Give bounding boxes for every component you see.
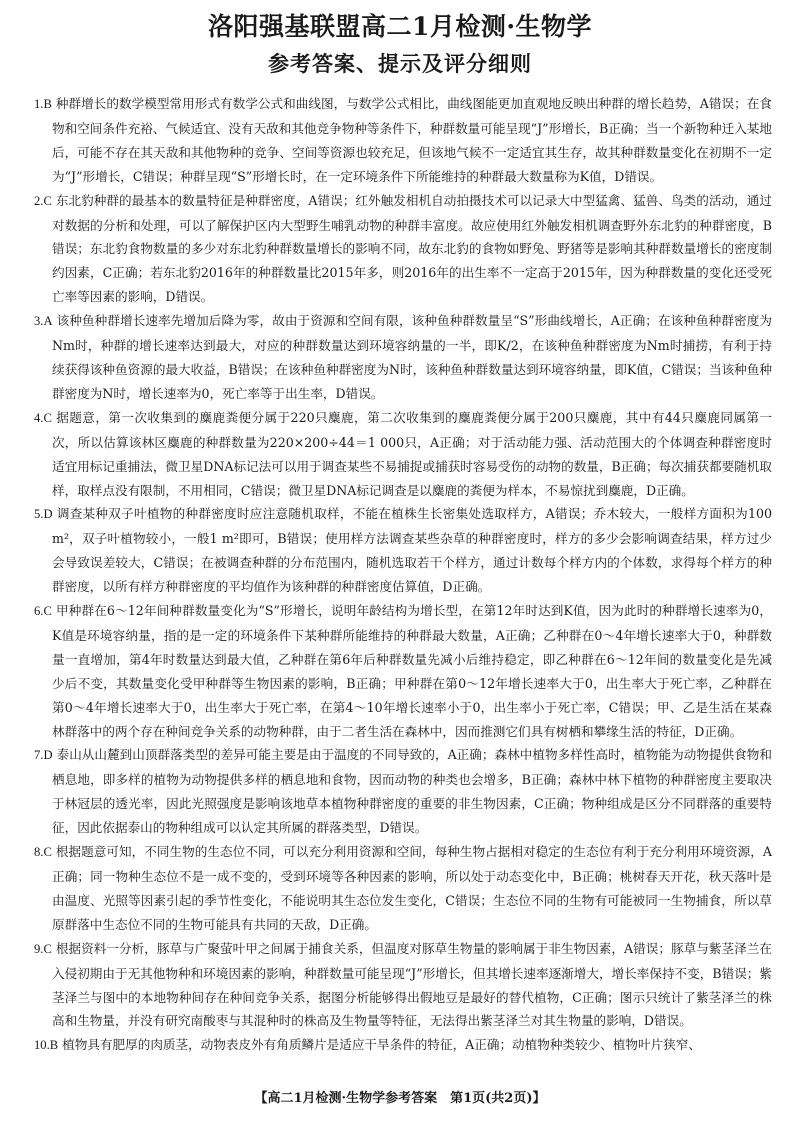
answer-explanation: 调查某种双子叶植物的种群密度时应注意随机取样，不能在植株生长密集处选取样方，A错误；乔木较大，一般样方面积为100 m²，双子叶植物较小，一般1 m²即可，B错误；使用样方法调查某些杂草的种群密度时，样方的多少会影响调查结果，样方过少会导致误差较大，C错误；在被调查种群的分布范围内，随机选取若干个样方，通过计数每个样方内的个体数，求得每个样方的种群密度，以所有样方种群密度的平均值作为该种群的种群密度估算值，D正确。 — [52, 506, 772, 595]
answer-explanation: 种群增长的数学模型常用形式有数学公式和曲线图，与数学公式相比，曲线图能更加直观地反映出种群的增长趋势，A错误；在食物和空间条件充裕、气候适宜、没有天敌和其他竞争物种等条件下，种群数量可能呈现“J”形增长，B正确；当一个新物种迁入某地后，可能不存在其天敌和其他物种的竞争、空间等资源也较充足，但该地气候不一定适宜其生存，故其种群数量变化在初期不一定为“J”形增长，C错误；种群呈现“S”形增长时，在一定环境条件下所能维持的种群最大数量称为K值，D错误。 — [52, 96, 772, 184]
answer-item — [34, 189, 772, 310]
answer-key: B — [43, 97, 52, 111]
answer-item — [34, 1033, 772, 1058]
answer-key: C — [43, 604, 52, 619]
answer-key: D — [43, 507, 53, 522]
answer-list — [34, 92, 772, 1058]
answer-number: 6. — [34, 604, 44, 619]
answer-explanation: 根据题意可知，不同生物的生态位不同，可以充分利用资源和空间，每种生物占据相对稳定的生态位有利于充分利用环境资源，A正确；同一物种生态位不是一成不变的，受到环境等各种因素的影响，所以处于动态变化中，B正确；桃树春天开花，秋天落叶是由温度、光照等因素引起的季节性变化，不能说明其生态位发生变化，C错误；生态位不同的生物有可能被同一生物捕食，所以草原群落中生态位不同的生物可能具有共同的天敌，D正确。 — [52, 844, 772, 932]
answer-key: B — [49, 1038, 59, 1053]
page-title: 洛阳强基联盟高二1月检测·生物学 — [207, 12, 593, 41]
answer-item — [34, 743, 772, 840]
answer-number: 3. — [34, 314, 44, 329]
answer-key: D — [43, 748, 53, 763]
answer-number: 5. — [34, 507, 44, 522]
answer-key: C — [43, 410, 52, 425]
answer-item — [34, 937, 772, 1034]
answer-explanation: 据题意，第一次收集到的麋鹿粪便分属于220只麋鹿，第二次收集到的麋鹿粪便分属于200只麋鹿，其中有44只麋鹿同属第一次，所以估算该林区麋鹿的种群数量为220×200÷44＝1 000只，A正确；对于活动能力强、活动范围大的个体调查种群密度时适宜用标记重捕法，微卫星DNA标记法可以用于调查某些不易捕捉或捕获时容易受伤的动物的数量，B正确；每次捕获都要随机取样，取样点没有限制，不用相同，C错误；微卫星DNA标记调查是以麋鹿的粪便为样本，不易惊扰到麋鹿，D正确。 — [52, 409, 772, 498]
page-subtitle: 参考答案、提示及评分细则 — [268, 51, 532, 76]
answer-item — [34, 502, 772, 599]
answer-number: 9. — [34, 941, 44, 956]
answer-number: 8. — [34, 845, 44, 860]
answer-key: C — [43, 941, 52, 956]
answer-number: 2. — [34, 193, 44, 208]
answer-key: C — [43, 193, 52, 208]
answer-item — [34, 92, 772, 189]
answer-explanation: 甲种群在6～12年间种群数量变化为“S”形增长，说明年龄结构为增长型，在第12年时达到K值，因为此时的种群增长速率为0，K值是环境容纳量，指的是一定的环境条件下某种群所能维持的种群最大数量，A正确；乙种群在0～4年增长速率大于0，种群数量一直增加，第4年时数量达到最大值，乙种群在第6年后种群数量先减小后维持稳定，即乙种群在6～12年间的数量变化是先减少后不变，其数量变化受甲种群等生物因素的影响，B正确；甲种群在第0～12年增长速率大于0，出生率大于死亡率，乙种群在第0～4年增长速率大于0，出生率大于死亡率，在第4～10年增长速率小于0，出生率小于死亡率，C错误；甲、乙是生活在某森林群落中的两个存在种间竞争关系的动物种群，由于二者生活在森林中，因而推测它们具有树栖和攀缘生活的特征，D正确。 — [52, 603, 772, 739]
answer-explanation: 东北豹种群的最基本的数量特征是种群密度，A错误；红外触发相机自动拍摄技术可以记录大中型猛禽、猛兽、鸟类的活动，通过对数据的分析和处理，可以了解保护区内大型野生哺乳动物的种群丰富度。故应使用红外触发相机调查野外东北豹的种群密度，B错误；东北豹食物数量的多少对东北豹种群数量增长的影响不同，故东北豹的食物如野兔、野猪等是影响其种群数量增长的密度制约因素，C正确；若东北豹2016年的种群数量比2015年多，则2016年的出生率不一定高于2015年，因为种群数量的变化还受死亡率等因素的影响，D错误。 — [52, 192, 772, 305]
answer-item — [34, 406, 772, 503]
answer-number: 1. — [34, 97, 44, 111]
answer-key: C — [43, 845, 52, 860]
answer-number: 7. — [34, 748, 44, 763]
answer-key: A — [43, 314, 53, 329]
answer-number: 10. — [34, 1038, 50, 1053]
answer-number: 4. — [34, 410, 44, 425]
answer-explanation: 泰山从山麓到山顶群落类型的差异可能主要是由于温度的不同导致的，A正确；森林中植物多样性高时，植物能为动物提供食物和栖息地，即多样的植物为动物提供多样的栖息地和食物，因而动物的种类也会增多，B正确；森林中林下植物的种群密度主要取决于林冠层的透光率，因此光照强度是影响该地草本植物种群密度的重要的非生物因素，C正确；物种组成是区分不同群落的重要特征，因此依据泰山的物种组成可以认定其所属的群落类型，D错误。 — [52, 747, 772, 836]
answer-explanation: 根据资料一分析，豚草与广聚萤叶甲之间属于捕食关系，但温度对豚草生物量的影响属于非生物因素，A错误；豚草与紫茎泽兰在入侵初期由于无其他物种和环境因素的影响，种群数量可能呈现“J”形增长，但其增长速率逐渐增大，增长率保持不变，B错误；紫茎泽兰与图中的本地物种间存在种间竞争关系，据图分析能够得出假地豆是最好的替代植物，C正确；图示只统计了紫茎泽兰的株高和生物量，并没有研究南酸枣与其混种时的株高及生物量等特征，无法得出紫茎泽兰对其生物量的影响，D错误。 — [52, 940, 772, 1029]
answer-explanation: 植物具有肥厚的肉质茎，动物表皮外有角质鳞片是适应干旱条件的特征，A正确；动植物种类较少、植物叶片狭窄、 — [62, 1037, 701, 1053]
answer-item — [34, 309, 772, 406]
answer-explanation: 该种鱼种群增长速率先增加后降为零，故由于资源和空间有限，该种鱼种群数量呈“S”形曲线增长，A正确；在该种鱼种群密度为Nm时，种群的增长速率达到最大，对应的种群数量达到环境容纳量的一半，即K/2，在该种鱼种群密度为Nm时捕捞，有利于持续获得该种鱼资源的最大收益，B错误；在该种鱼种群密度为N时，该种鱼种群数量达到环境容纳量，即K值，C错误；当该种鱼种群密度为N时，增长速率为0，死亡率等于出生率，D错误。 — [52, 313, 772, 401]
page-footer: 【高二1月检测·生物学参考答案 第1页(共2页)】 — [254, 1091, 546, 1106]
answer-item — [34, 840, 772, 937]
answer-item — [34, 599, 772, 743]
